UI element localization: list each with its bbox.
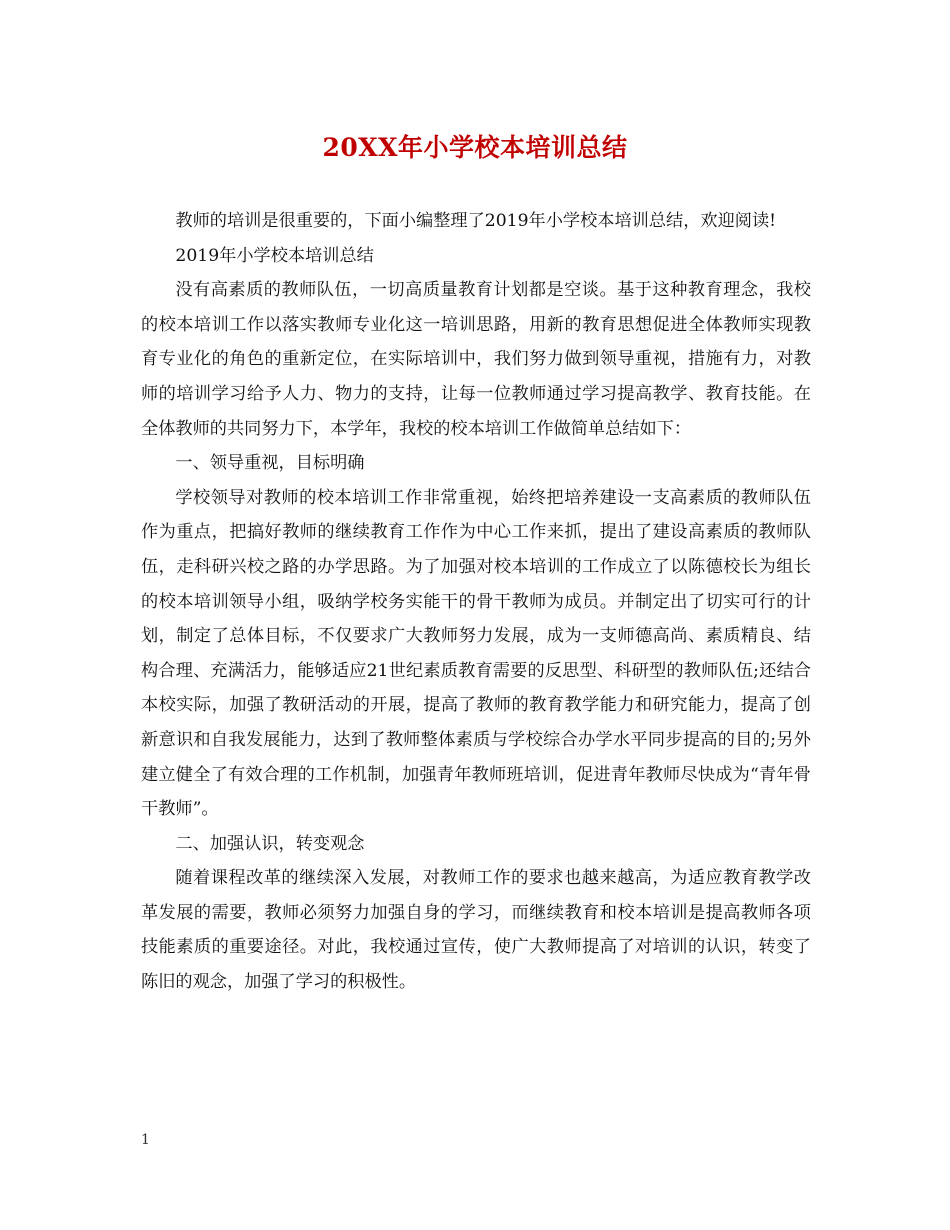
section-heading: 一、领导重视，目标明确 — [175, 453, 365, 474]
intro-paragraph: 教师的培训是很重要的，下面小编整理了2019年小学校本培训总结，欢迎阅读! — [175, 211, 777, 231]
body-paragraph: 随着课程改革的继续深入发展，对教师工作的要求也越来越高，为适应教育教学改革发展的需要，教师必须努力加强自身的学习，而继续教育和校本培训是提高教师各项技能素质的重要途径。对此，我校通过宣传，使广大教师提高了对培训的认识，转变了陈旧的观念，加强了学习的积极性。 — [141, 868, 811, 993]
body-paragraph: 学校领导对教师的校本培训工作非常重视，始终把培养建设一支高素质的教师队伍作为重点，把搞好教师的继续教育工作作为中心工作来抓，提出了建设高素质的教师队伍，走科研兴校之路的办学思路。为了加强对校本培训的工作成立了以陈德校长为组长的校本培训领导小组，吸纳学校务实能干的骨干教师为成员。并制定出了切实可行的计划，制定了总体目标，不仅要求广大教师努力发展，成为一支师德高尚、素质精良、结构合理、充满活力，能够适应21世纪素质教育需要的反思型、科研型的教师队伍;还结合本校实际，加强了教研活动的开展，提高了教师的教育教学能力和研究能力，提高了创新意识和自我发展能力，达到了教师整体素质与学校综合办学水平同步提高的目的;另外建立健全了有效合理的工作机制，加强青年教师班培训，促进青年教师尽快成为“青年骨干教师”。 — [141, 487, 811, 820]
page-number: 1 — [141, 1132, 150, 1148]
section-heading: 二、加强认识，转变观念 — [175, 833, 365, 854]
document-title: 20XX年小学校本培训总结 — [322, 133, 628, 162]
document-body — [141, 204, 811, 1000]
body-paragraph: 没有高素质的教师队伍，一切高质量教育计划都是空谈。基于这种教育理念，我校的校本培训工作以落实教师专业化这一培训思路，用新的教育思想促进全体教师实现教育专业化的角色的重新定位，在实际培训中，我们努力做到领导重视，措施有力，对教师的培训学习给予人力、物力的支持，让每一位教师通过学习提高教学、教育技能。在全体教师的共同努力下，本学年，我校的校本培训工作做简单总结如下： — [141, 280, 811, 439]
subtitle-paragraph: 2019年小学校本培训总结 — [175, 245, 374, 266]
